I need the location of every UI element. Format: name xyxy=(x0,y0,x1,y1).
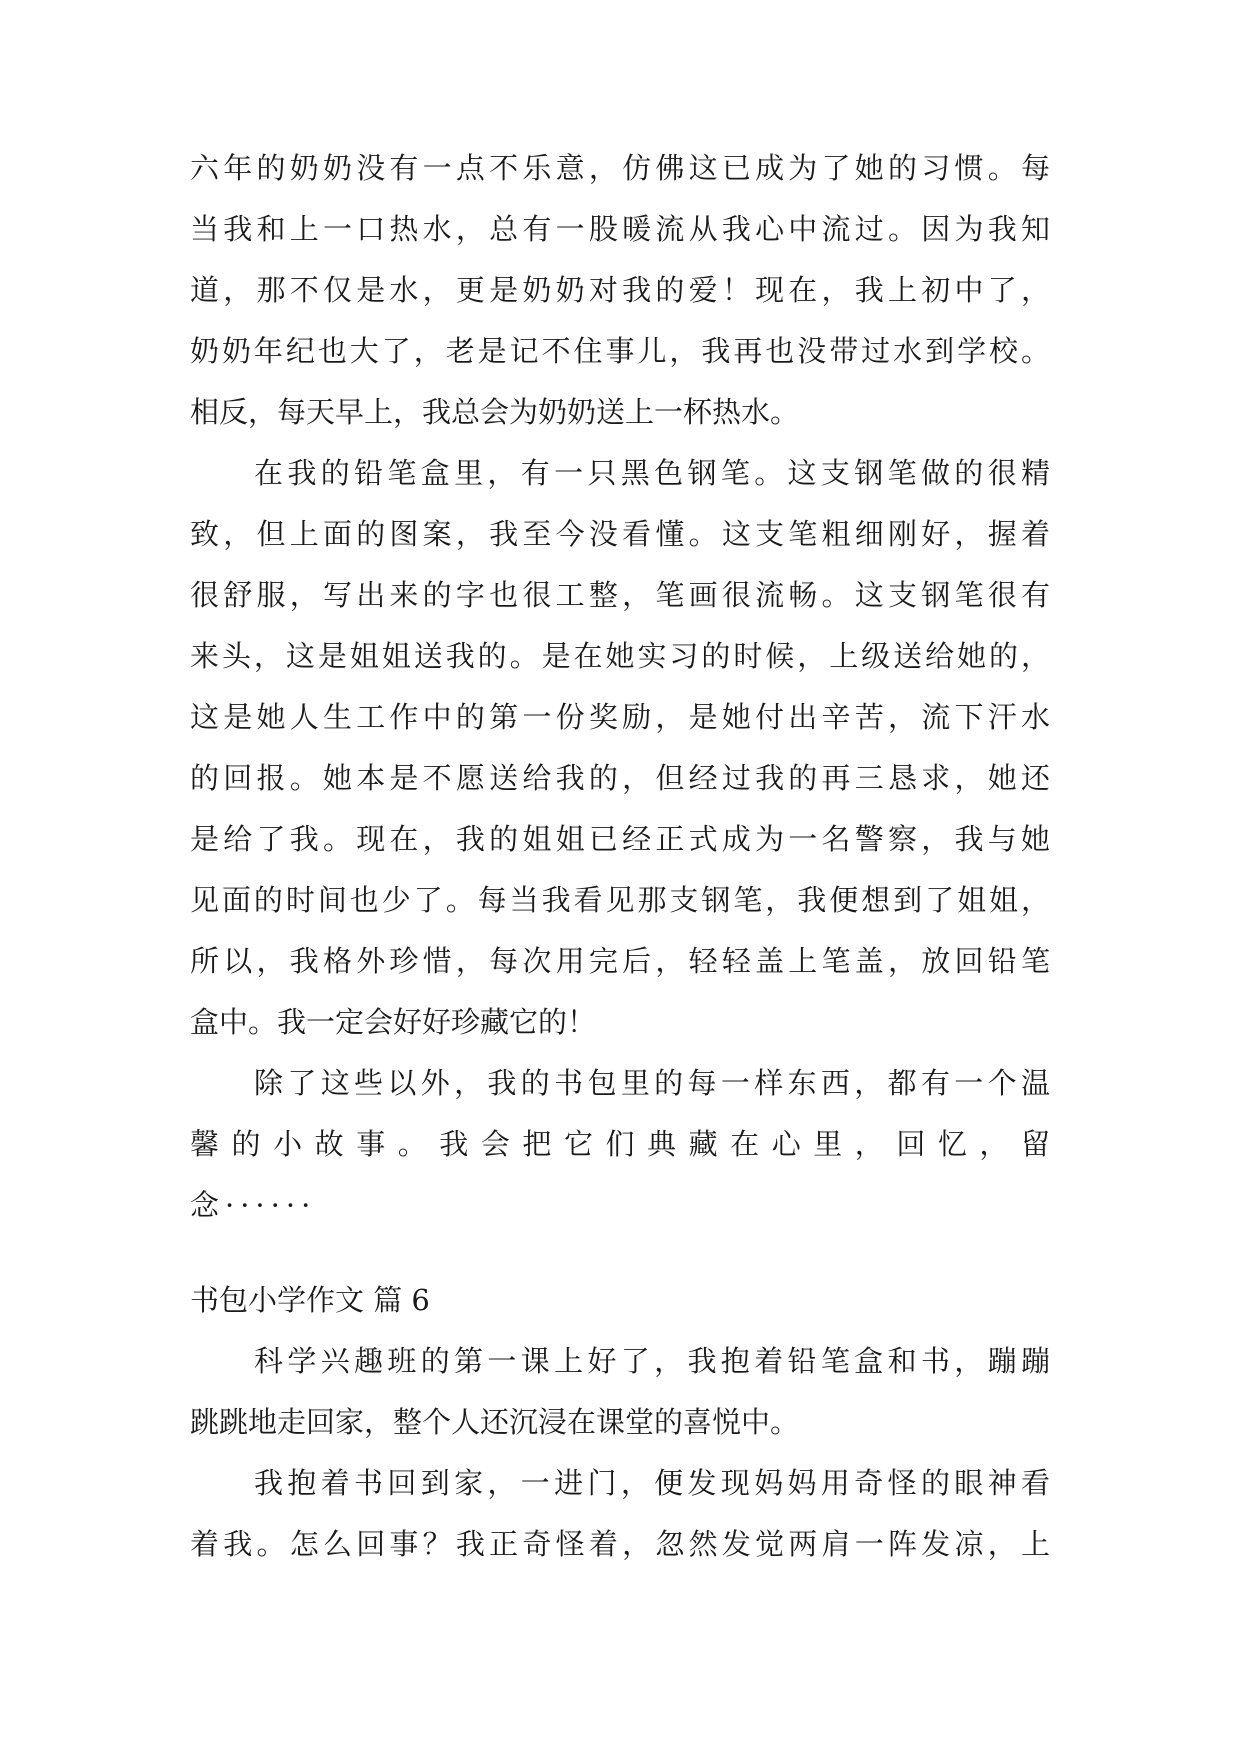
paragraph-line: 来头，这是姐姐送我的。是在她实习的时候，上级送给她的， xyxy=(190,639,1050,673)
paragraph-line: 当我和上一口热水，总有一股暖流从我心中流过。因为我知 xyxy=(190,212,1050,246)
section-heading: 书包小学作文 篇 6 xyxy=(190,1283,430,1317)
paragraph-line: 奶奶年纪也大了，老是记不住事儿，我再也没带过水到学校。 xyxy=(190,334,1050,368)
paragraph-line: 所以，我格外珍惜，每次用完后，轻轻盖上笔盖，放回铅笔 xyxy=(190,944,1050,978)
paragraph-line: 六年的奶奶没有一点不乐意，仿佛这已成为了她的习惯。每 xyxy=(190,151,1050,185)
paragraph-line: 致，但上面的图案，我至今没看懂。这支笔粗细刚好，握着 xyxy=(190,517,1050,551)
paragraph-line: 的回报。她本是不愿送给我的，但经过我的再三恳求，她还 xyxy=(190,761,1050,795)
paragraph-line: 除了这些以外，我的书包里的每一样东西，都有一个温 xyxy=(254,1066,1050,1100)
paragraph-line: 很舒服，写出来的字也很工整，笔画很流畅。这支钢笔很有 xyxy=(190,578,1050,612)
paragraph-line: 着我。怎么回事？我正奇怪着，忽然发觉两肩一阵发凉，上 xyxy=(190,1527,1050,1561)
paragraph-line: 在我的铅笔盒里，有一只黑色钢笔。这支钢笔做的很精 xyxy=(254,456,1050,490)
paragraph-line: 馨的小故事。我会把它们典藏在心里，回忆，留 xyxy=(190,1127,1050,1161)
paragraph-line: 道，那不仅是水，更是奶奶对我的爱！现在，我上初中了， xyxy=(190,273,1050,307)
paragraph-line: 这是她人生工作中的第一份奖励，是她付出辛苦，流下汗水 xyxy=(190,700,1050,734)
paragraph-line: 念······ xyxy=(190,1188,317,1222)
paragraph-line: 相反，每天早上，我总会为奶奶送上一杯热水。 xyxy=(190,395,800,429)
paragraph-line: 是给了我。现在，我的姐姐已经正式成为一名警察，我与她 xyxy=(190,822,1050,856)
paragraph-line: 跳跳地走回家，整个人还沉浸在课堂的喜悦中。 xyxy=(190,1405,800,1439)
paragraph-line: 见面的时间也少了。每当我看见那支钢笔，我便想到了姐姐， xyxy=(190,883,1050,917)
paragraph-line: 科学兴趣班的第一课上好了，我抱着铅笔盒和书，蹦蹦 xyxy=(254,1344,1050,1378)
paragraph-line: 我抱着书回到家，一进门，便发现妈妈用奇怪的眼神看 xyxy=(254,1466,1050,1500)
paragraph-line: 盒中。我一定会好好珍藏它的！ xyxy=(190,1005,597,1039)
